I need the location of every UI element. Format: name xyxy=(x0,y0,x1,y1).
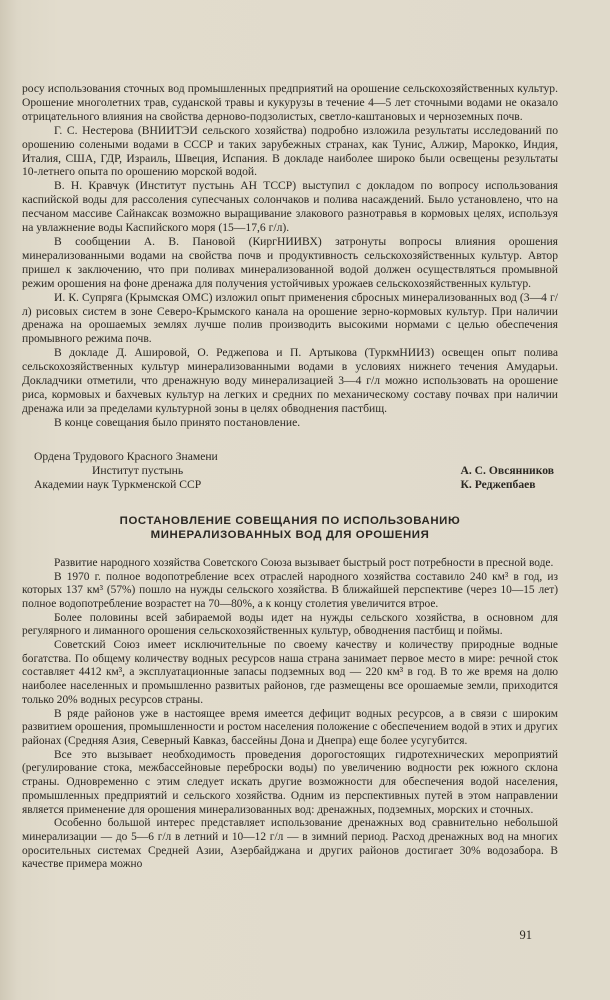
report-paragraph: Г. С. Нестерова (ВНИИТЭИ сельского хозяйства) подробно изложила результаты исследований по орошению солеными водами в СССР и таких зарубежных странах, как Тунис, Алжир, Марокко, Индия, Италия, США, ГДР, Израиль, Швеция, Испания. В докладе наиболее широко были освещены результаты 10-летнего опыта по орошению морской водой. xyxy=(22,123,558,179)
page-number: 91 xyxy=(519,928,532,942)
resolution-paragraph: В ряде районов уже в настоящее время имеется дефицит водных ресурсов, а в связи с широким развитием орошения, промышленности и ростом населения положение с обеспечением водой в этих и других районах (Средняя Азия, Северный Кавказ, бассейны Дона и Днепра) еще более усугубится. xyxy=(22,707,558,747)
resolution-paragraph: Развитие народного хозяйства Советского Союза вызывает быстрый рост потребности в пресной воде. xyxy=(54,556,554,569)
institution-line: Институт пустынь xyxy=(92,463,184,477)
author-names xyxy=(460,464,554,492)
signature-block xyxy=(22,450,558,496)
heading-line: ПОСТАНОВЛЕНИЕ СОВЕЩАНИЯ ПО ИСПОЛЬЗОВАНИЮ xyxy=(119,514,461,527)
institution-line: Академии наук Туркменской ССР xyxy=(34,478,202,492)
resolution-paragraph: Более половины всей забираемой воды идет на нужды сельского хозяйства, в основном для регулярного и лиманного орошения сельскохозяйственных культур, обводнения пастбищ и поймы. xyxy=(22,611,558,638)
report-paragraph: В. Н. Кравчук (Институт пустынь АН ТССР) выступил с докладом по вопросу использования каспийской воды для рассоления супесчаных солончаков и полива насаждений. Было установлено, что на песчаном массиве Сайнаксак возможно выращивание злакового разнотравья в кормовых целях, используя на увлажнение воды Каспийского моря (15—17,6 г/л). xyxy=(22,179,558,235)
institution-line: Ордена Трудового Красного Знамени xyxy=(34,449,218,463)
report-paragraph: В конце совещания было принято постановление. xyxy=(54,415,301,429)
report-paragraph: росу использования сточных вод промышленных предприятий на орошение сельскохозяйственных культур. Орошение многолетних трав, суданской травы и кукурузы в течение 4—5 лет сточными водами не оказало отрицательного влияния на свойства дерново-подзолистых, светло-каштановых и черноземных почв. xyxy=(22,82,558,123)
author-name: А. С. Овсянников xyxy=(460,463,554,477)
resolution-paragraph: Советский Союз имеет исключительные по своему качеству и количеству природные водные богатства. По общему количеству водных ресурсов наша страна занимает первое место в мире: речной сток составляет 4412 км³, а эксплуатационные запасы подземных вод — 220 км³ в год. В то же время на долю наиболее населенных и промышленно развитых районов, где размещены все орошаемые земли, приходится только 20% водных ресурсов страны. xyxy=(22,639,558,706)
author-name: К. Реджепбаев xyxy=(460,477,536,491)
resolution-body xyxy=(22,557,558,872)
report-paragraph: И. К. Супряга (Крымская ОМС) изложил опыт применения сбросных минерализованных вод (3—4 г/л) рисовых систем в зоне Северо-Крымского канала на орошение зерно-кормовых культур. При наличии дренажа на орошаемых землях лучше полив производить высокими нормами с целью обеспечения промывного режима почв. xyxy=(22,290,558,346)
report-paragraph: В докладе Д. Ашировой, О. Реджепова и П. Артыкова (ТуркмНИИЗ) освещен опыт полива сельскохозяйственных культур минерализованными водами в условиях нижнего течения Амударьи. Докладчики отметили, что дренажную воду минерализацией 3—4 г/л можно использовать на орошение риса, кормовых и бахчевых культур на легких и средних по механическому составу почвах при наличии дренажа или за пределами культурной зоны в целях обводнения пастбищ. xyxy=(22,346,558,415)
text-column xyxy=(22,82,558,872)
heading-line: МИНЕРАЛИЗОВАННЫХ ВОД ДЛЯ ОРОШЕНИЯ xyxy=(150,529,430,542)
resolution-paragraph: Особенно большой интерес представляет использование дренажных вод сравнительно небольшой минерализации — до 5—6 г/л в летний и 10—12 г/л — в зимний период. Расход дренажных вод на многих оросительных системах Средней Азии, Азербайджана и других районов достигает 30% водозабора. В качестве примера можно xyxy=(22,817,558,871)
resolution-paragraph: Все это вызывает необходимость проведения дорогостоящих гидротехнических мероприятий (регулирование стока, межбассейновые переброски воды) по увеличению водности рек южного склона страны. Одновременно с этим следует искать другие возможности для обеспечения водой населения, промышленных предприятий и сельского хозяйства. Одним из перспективных путей в этом направлении является применение для орошения минерализованных вод: дренажных, подземных, морских и сточных. xyxy=(22,748,558,816)
report-paragraph: В сообщении А. В. Пановой (КиргНИИВХ) затронуты вопросы влияния орошения минерализованными водами на свойства почв и продуктивность сельскохозяйственных культур. Автор пришел к заключению, что при поливах минерализованной водой должен осуществляться промывной режим орошения на фоне дренажа для получения устойчивых урожаев сельскохозяйственных культур. xyxy=(22,234,558,290)
resolution-heading xyxy=(22,514,558,543)
report-section xyxy=(22,82,558,430)
resolution-paragraph: В 1970 г. полное водопотребление всех отраслей народного хозяйства составило 240 км³ в год, из которых 137 км³ (57%) пошло на нужды сельского хозяйства. В ближайшей перспективе (через 10—15 лет) полное водопотребление возрастет на 70—80%, а к концу столетия увеличится втрое. xyxy=(22,570,558,610)
institution-affiliation xyxy=(34,450,218,493)
